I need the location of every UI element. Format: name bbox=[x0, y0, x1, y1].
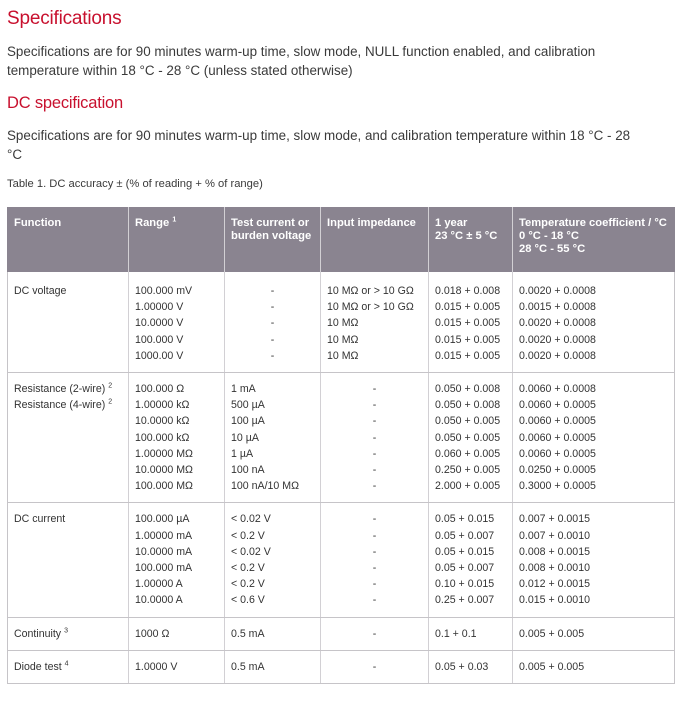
cell-one-year: 0.05 + 0.015 0.05 + 0.007 0.05 + 0.015 0.05 + 0.007 0.10 + 0.015 0.25 + 0.007 bbox=[429, 503, 513, 617]
table-header-row bbox=[8, 207, 675, 272]
header-input-impedance: Input impedance bbox=[321, 207, 429, 272]
cell-function: DC voltage bbox=[8, 272, 129, 373]
cell-tempco: 0.005 + 0.005 bbox=[513, 617, 675, 650]
cell-function: Diode test $^4$ bbox=[8, 650, 129, 683]
cell-test-current: 0.5 mA bbox=[225, 617, 321, 650]
page-title: Specifications bbox=[7, 8, 122, 29]
cell-test-current: < 0.02 V < 0.2 V < 0.02 V < 0.2 V < 0.2 V < 0.6 V bbox=[225, 503, 321, 617]
cell-test-current: - - - - - bbox=[225, 272, 321, 373]
intro-paragraph: Specifications are for 90 minutes warm-up time, slow mode, NULL function enabled, and calibration temperature within 18 °C - 28 °C (unless stated otherwise) bbox=[7, 44, 596, 78]
cell-range: 100.000 µA 1.00000 mA 10.0000 mA 100.000 mA 1.00000 A 10.0000 A bbox=[129, 503, 225, 617]
header-one-year: 1 year 23 °C ± 5 °C bbox=[429, 207, 513, 272]
cell-input-impedance: - bbox=[321, 617, 429, 650]
table-row-continuity bbox=[8, 617, 675, 650]
cell-input-impedance: - - - - - - bbox=[321, 503, 429, 617]
cell-tempco: 0.0060 + 0.0008 0.0060 + 0.0005 0.0060 + 0.0005 0.0060 + 0.0005 0.0060 + 0.0005 0.0250 + 0.0005 0.3000 + 0.0005 bbox=[513, 373, 675, 503]
cell-range: 100.000 Ω 1.00000 kΩ 10.0000 kΩ 100.000 kΩ 1.00000 MΩ 10.0000 MΩ 100.000 MΩ bbox=[129, 373, 225, 503]
header-test-current: Test current or burden voltage bbox=[225, 207, 321, 272]
table-row-dc-voltage bbox=[8, 272, 675, 373]
cell-one-year: 0.050 + 0.008 0.050 + 0.008 0.050 + 0.005 0.050 + 0.005 0.060 + 0.005 0.250 + 0.005 2.000 + 0.005 bbox=[429, 373, 513, 503]
dc-accuracy-table bbox=[7, 207, 675, 684]
table-row-diode-test bbox=[8, 650, 675, 683]
header-temperature-coefficient: Temperature coefficient / °C 0 °C - 18 °C 28 °C - 55 °C bbox=[513, 207, 675, 272]
cell-tempco: 0.005 + 0.005 bbox=[513, 650, 675, 683]
cell-tempco: 0.007 + 0.0015 0.007 + 0.0010 0.008 + 0.0015 0.008 + 0.0010 0.012 + 0.0015 0.015 + 0.0010 bbox=[513, 503, 675, 617]
table-caption: Table 1. DC accuracy ± (% of reading + % of range) bbox=[7, 178, 263, 190]
cell-one-year: 0.1 + 0.1 bbox=[429, 617, 513, 650]
cell-range: 1.0000 V bbox=[129, 650, 225, 683]
section-intro-paragraph: Specifications are for 90 minutes warm-up time, slow mode, and calibration temperature within 18 °C - 28 °C bbox=[7, 128, 631, 162]
cell-test-current: 0.5 mA bbox=[225, 650, 321, 683]
table-row-dc-current bbox=[8, 503, 675, 617]
cell-tempco: 0.0020 + 0.0008 0.0015 + 0.0008 0.0020 + 0.0008 0.0020 + 0.0008 0.0020 + 0.0008 bbox=[513, 272, 675, 373]
cell-function: Continuity $^3$ bbox=[8, 617, 129, 650]
cell-test-current: 1 mA 500 µA 100 µA 10 µA 1 µA 100 nA 100 nA/10 MΩ bbox=[225, 373, 321, 503]
header-function: Function bbox=[8, 207, 129, 272]
cell-range: 1000 Ω bbox=[129, 617, 225, 650]
cell-input-impedance: 10 MΩ or > 10 GΩ 10 MΩ or > 10 GΩ 10 MΩ 10 MΩ 10 MΩ bbox=[321, 272, 429, 373]
cell-input-impedance: - bbox=[321, 650, 429, 683]
cell-one-year: 0.018 + 0.008 0.015 + 0.005 0.015 + 0.005 0.015 + 0.005 0.015 + 0.005 bbox=[429, 272, 513, 373]
cell-one-year: 0.05 + 0.03 bbox=[429, 650, 513, 683]
cell-function: Resistance (2-wire) $^2$ Resistance (4-wire) $^2$ bbox=[8, 373, 129, 503]
cell-function: DC current bbox=[8, 503, 129, 617]
cell-range: 100.000 mV 1.00000 V 10.0000 V 100.000 V 1000.00 V bbox=[129, 272, 225, 373]
cell-input-impedance: - - - - - - - bbox=[321, 373, 429, 503]
header-range: Range $^1$ bbox=[129, 207, 225, 272]
table-row-resistance bbox=[8, 373, 675, 503]
section-title: DC specification bbox=[7, 94, 124, 112]
